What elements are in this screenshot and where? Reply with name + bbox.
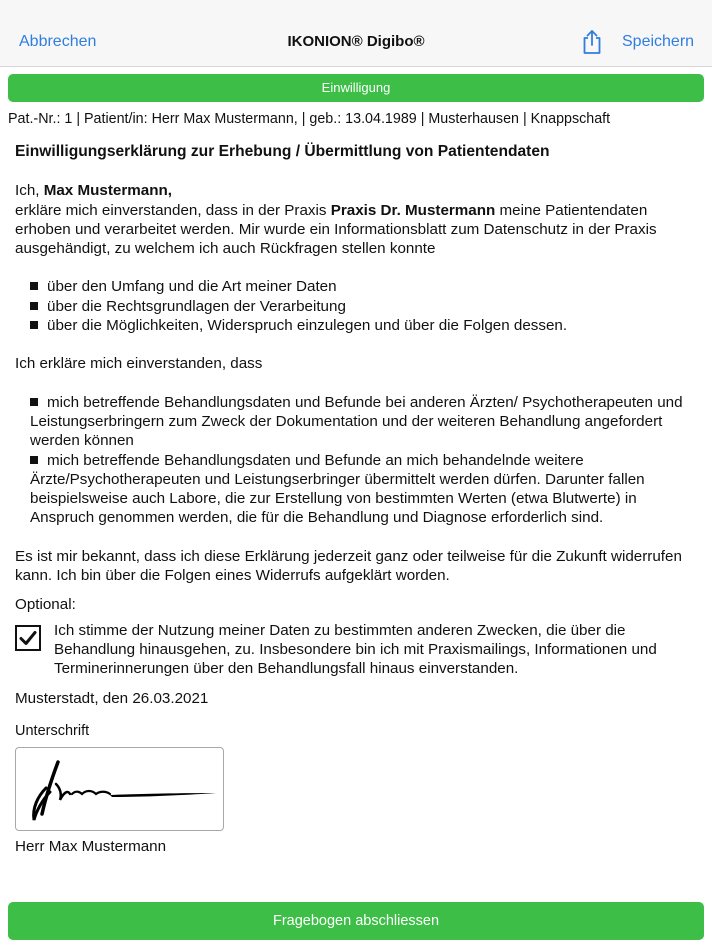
optional-consent-checkbox[interactable]	[15, 625, 41, 651]
signature-label: Unterschrift	[15, 722, 90, 739]
list-item: mich betreffende Behandlungsdaten und Befunde bei anderen Ärzten/ Psychotherapeuten und Leistungserbringern zum Zweck der Dokumentation und der weiteren Behandlung angefordert werden können	[30, 393, 683, 450]
agree-list	[30, 393, 700, 528]
section-header-einwilligung: Einwilligung	[8, 74, 704, 102]
save-button[interactable]: Speichern	[622, 33, 695, 50]
patient-name: Max Mustermann,	[39, 182, 172, 200]
consent-prefix: erkläre mich einverstanden, dass in der Praxis	[15, 201, 331, 219]
list-item: über die Möglichkeiten, Widerspruch einzulegen und über die Folgen dessen.	[30, 316, 700, 335]
document-title: Einwilligungserklärung zur Erhebung / Übermittlung von Patientendaten	[15, 143, 550, 160]
signer-name: Herr Max Mustermann	[15, 838, 167, 856]
optional-consent-text: Ich stimme der Nutzung meiner Daten zu bestimmten anderen Zwecken, die über die Behandlung hinausgehen, zu. Insbesondere bin ich mit Praxismailings, Informationen und Terminerinnerungen über den Behandlungsfall hinaus einverstanden.	[54, 621, 657, 678]
optional-label: Optional:	[15, 596, 76, 614]
list-item: mich betreffende Behandlungsdaten und Befunde an mich behandelnde weitere Ärzte/Psychotherapeuten und Leistungserbringer übermittelt werden dürfen. Darunter fallen beispielsweise auch Labore, die zur Erstellung von bestimmten Werten (etwa Blutwerte) in Anspruch genommen werden, die für die Behandlung und Diagnose erforderlich sind.	[30, 451, 645, 527]
square-bullet-icon	[30, 456, 38, 464]
finish-questionnaire-button[interactable]: Fragebogen abschliessen	[8, 902, 704, 940]
app-title: IKONION® Digibo®	[287, 33, 425, 50]
signature-drawing	[16, 748, 223, 830]
agree-heading: Ich erkläre mich einverstanden, dass	[15, 355, 263, 373]
square-bullet-icon	[30, 321, 38, 329]
list-item: über die Rechtsgrundlagen der Verarbeitung	[30, 297, 700, 316]
patient-info: Pat.-Nr.: 1 | Patient/in: Herr Max Mustermann, | geb.: 13.04.1989 | Musterhausen | Knappschaft	[8, 111, 611, 127]
square-bullet-icon	[30, 398, 38, 406]
consent-suffix: meine Patientendaten erhoben und verarbeitet werden. Mir wurde ein Informationsblatt zum Datenschutz in der Praxis ausgehändigt, zu welchem ich auch Rückfragen stellen konnte	[15, 201, 657, 258]
checkmark-icon	[17, 627, 39, 649]
square-bullet-icon	[30, 282, 38, 290]
revocation-text: Es ist mir bekannt, dass ich diese Erklärung jederzeit ganz oder teilweise für die Zukunft widerrufen kann. Ich bin über die Folgen eines Widerrufs aufgeklärt worden.	[15, 547, 682, 585]
place-date: Musterstadt, den 26.03.2021	[15, 689, 209, 707]
square-bullet-icon	[30, 302, 38, 310]
optional-consent-row	[15, 621, 700, 679]
signature-pad[interactable]	[15, 747, 224, 831]
consent-paragraph	[15, 201, 700, 259]
intro-line	[15, 181, 700, 200]
consent-document	[15, 142, 700, 856]
intro-prefix: Ich,	[15, 182, 40, 200]
info-list	[30, 277, 700, 335]
practice-name: Praxis Dr. Mustermann	[330, 201, 496, 219]
share-button[interactable]	[581, 29, 603, 55]
cancel-button[interactable]: Abbrechen	[19, 33, 97, 50]
share-icon	[581, 29, 603, 55]
list-item: über den Umfang und die Art meiner Daten	[30, 277, 700, 296]
navigation-bar	[0, 0, 712, 67]
